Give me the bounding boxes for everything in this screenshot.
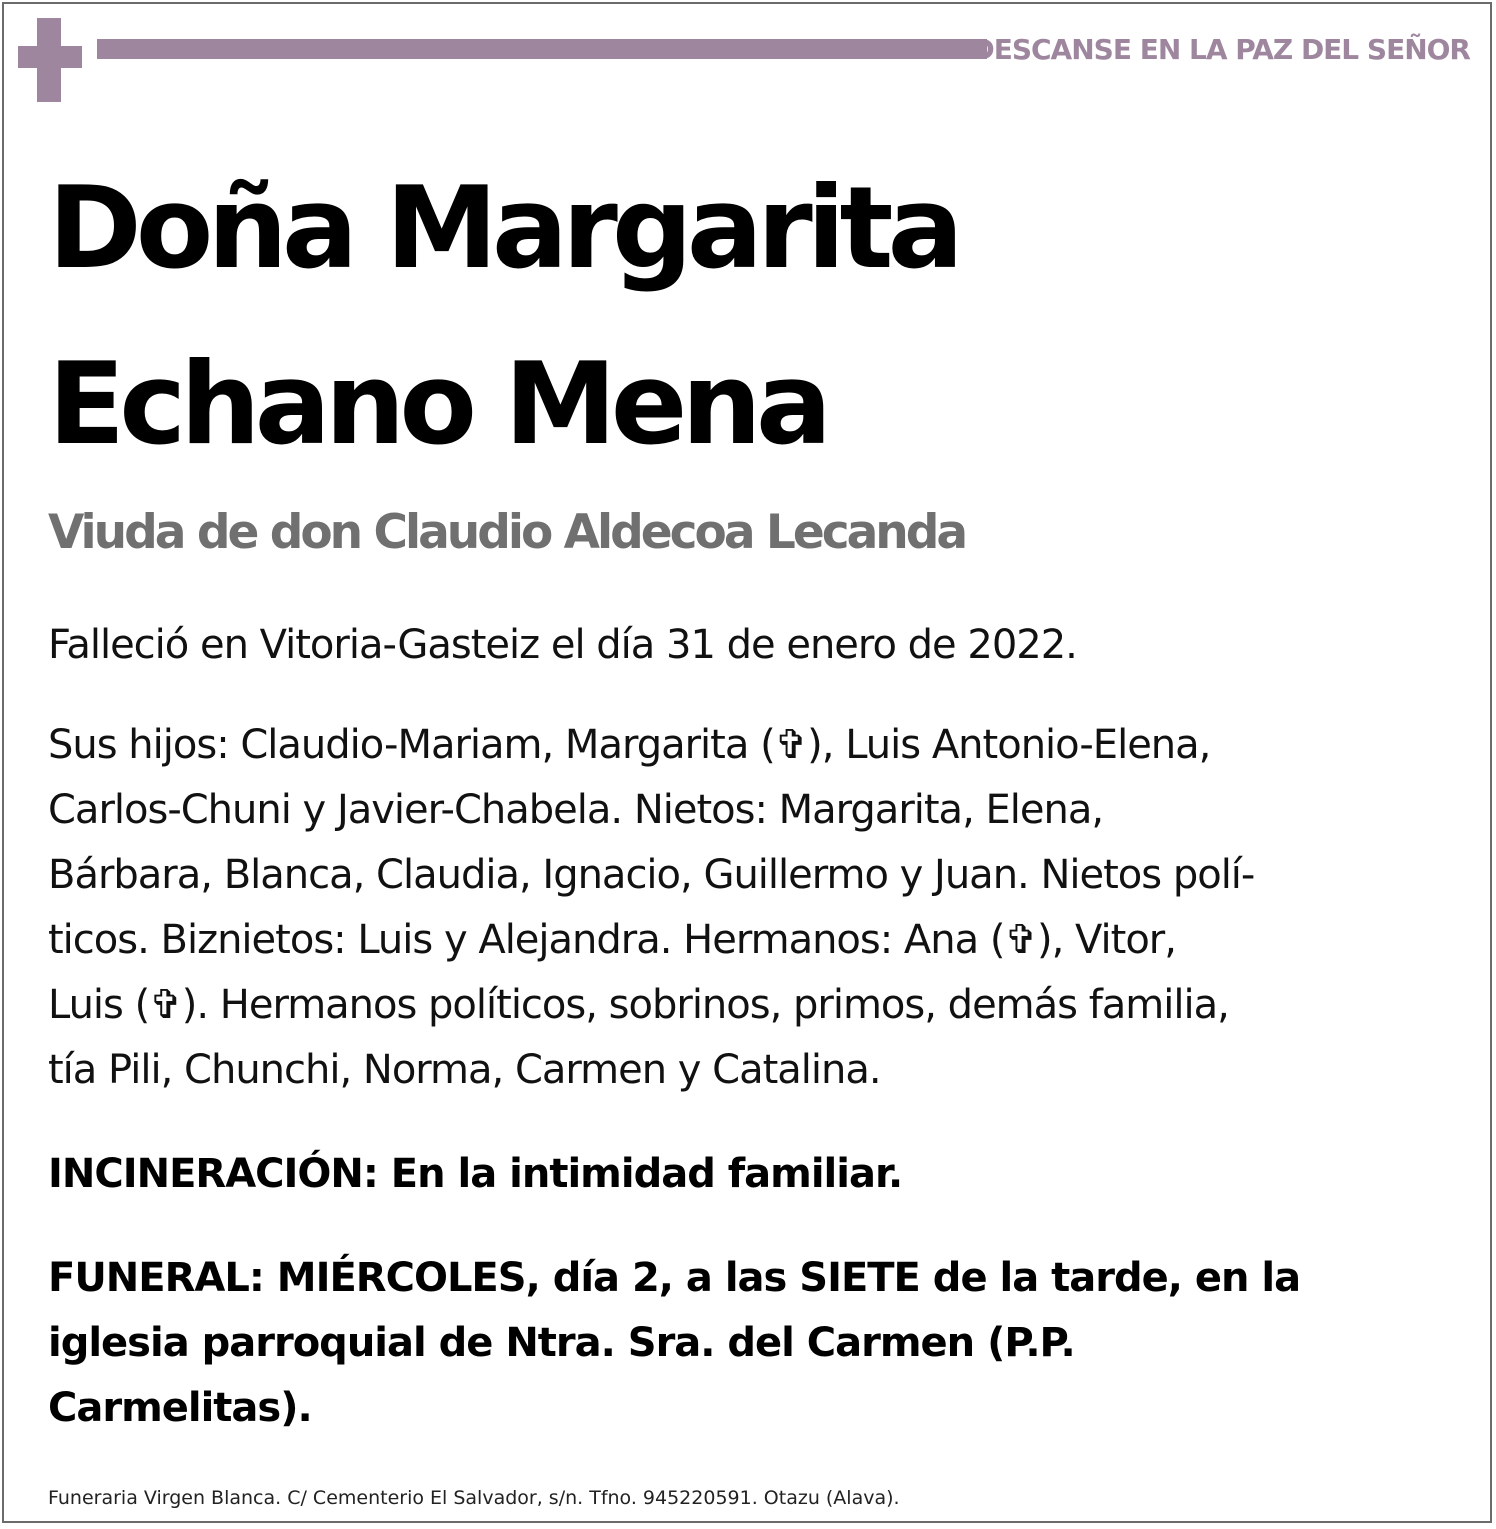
header-rule bbox=[97, 39, 987, 59]
funeral-line: iglesia parroquial de Ntra. Sra. del Carmen (P.P. bbox=[48, 1320, 1075, 1366]
family-line: Sus hijos: Claudio-Mariam, Margarita (✞), Luis Antonio-Elena, bbox=[48, 722, 1211, 768]
family-list bbox=[48, 713, 1458, 1103]
funeral-line: Carmelitas). bbox=[48, 1385, 312, 1431]
deceased-name-line: Echano Mena bbox=[48, 338, 827, 470]
family-line: tía Pili, Chunchi, Norma, Carmen y Catalina. bbox=[48, 1047, 881, 1093]
rip-label: DESCANSE EN LA PAZ DEL SEÑOR bbox=[971, 33, 1470, 66]
deceased-name bbox=[48, 140, 958, 492]
funeral-line: FUNERAL: MIÉRCOLES, día 2, a las SIETE de la tarde, en la bbox=[48, 1255, 1301, 1301]
family-line: Luis (✞). Hermanos políticos, sobrinos, primos, demás familia, bbox=[48, 982, 1229, 1028]
family-line: ticos. Biznietos: Luis y Alejandra. Hermanos: Ana (✞), Vitor, bbox=[48, 917, 1176, 963]
deceased-name-line: Doña Margarita bbox=[48, 162, 958, 294]
family-line: Carlos-Chuni y Javier-Chabela. Nietos: Margarita, Elena, bbox=[48, 787, 1104, 833]
funeral-notice bbox=[48, 1246, 1300, 1441]
cremation-notice: INCINERACIÓN: En la intimidad familiar. bbox=[48, 1151, 903, 1197]
family-line: Bárbara, Blanca, Claudia, Ignacio, Guillermo y Juan. Nietos polí- bbox=[48, 852, 1255, 898]
spouse-line: Viuda de don Claudio Aldecoa Lecanda bbox=[48, 505, 966, 560]
death-notice: Falleció en Vitoria-Gasteiz el día 31 de enero de 2022. bbox=[48, 622, 1077, 668]
cross-icon bbox=[18, 18, 82, 102]
funeral-home-footer: Funeraria Virgen Blanca. C/ Cementerio El Salvador, s/n. Tfno. 945220591. Otazu (Alava). bbox=[48, 1487, 900, 1509]
